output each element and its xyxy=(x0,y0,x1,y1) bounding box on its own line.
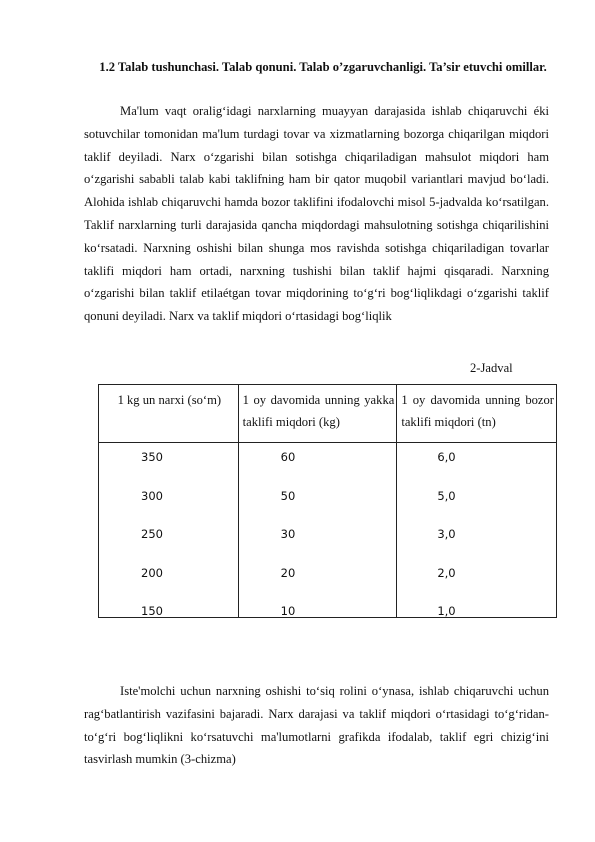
market-supply-value: 3,0 xyxy=(437,527,456,541)
table-caption: 2-Jadval xyxy=(470,361,513,375)
header-market-supply: 1 oy davomida unning bozor taklifi miqdori (tn) xyxy=(397,385,557,443)
price-value: 150 xyxy=(141,604,163,618)
market-supply-column xyxy=(397,443,557,618)
table-row xyxy=(99,443,557,618)
market-supply-value: 6,0 xyxy=(437,450,456,464)
individual-supply-value: 60 xyxy=(280,450,296,464)
individual-supply-value: 30 xyxy=(280,527,296,541)
section-heading: 1.2 Talab tushunchasi. Talab qonuni. Talab o’zgaruvchanligi. Ta’sir etuvchi omillar. xyxy=(99,60,547,74)
price-value: 200 xyxy=(141,565,163,580)
closing-paragraph: Iste'molchi uchun narxning oshishi to‘siq rolini o‘ynasa, ishlab chiqaruvchi uchun rag‘batlantirish vazifasini bajaradi. Narx darajasi va taklif miqdori o‘rtasidagi to‘g‘ridan-to‘g‘ri bog‘liqlikni ko‘rsatuvchi ma'lumotlarni grafikda ifodalab, taklif egri chizig‘ini tasvirlash mumkin (3-chizma) xyxy=(84,684,549,767)
individual-supply-value: 20 xyxy=(280,565,296,580)
individual-supply-value: 10 xyxy=(280,604,296,618)
header-price: 1 kg un narxi (so‘m) xyxy=(99,385,239,443)
market-supply-value: 5,0 xyxy=(437,488,456,503)
price-value: 350 xyxy=(141,450,163,464)
individual-supply-column xyxy=(238,443,397,618)
price-column xyxy=(99,443,239,618)
market-supply-value: 2,0 xyxy=(437,565,456,580)
header-individual-supply: 1 oy davomida unning yakka taklifi miqdori (kg) xyxy=(238,385,397,443)
price-value: 300 xyxy=(141,488,163,503)
market-supply-value: 1,0 xyxy=(437,604,456,618)
individual-supply-value: 50 xyxy=(280,488,296,503)
supply-table xyxy=(98,384,557,618)
table-header-row xyxy=(99,385,557,443)
price-value: 250 xyxy=(141,527,163,541)
intro-paragraph: Ma'lum vaqt oralig‘idagi narxlarning muayyan darajasida ishlab chiqaruvchi éki sotuvchilar tomonidan ma'lum turdagi tovar va xizmatlarning bozorga chiqarilgan miqdori taklif deyiladi. Narx o‘zgarishi bilan sotishga chiqariladigan mahsulot miqdori ham o‘zgarishi sababli talab kabi taklifning ham bir qator muqobil variantlari mavjud bo‘ladi. Alohida ishlab chiqaruvchi hamda bozor taklifini ifodalovchi misol 5-jadvalda ko‘rsatilgan. Taklif narxlarning turli darajasida qancha miqdordagi mahsulotning sotishga chiqarilishini ko‘rsatadi. Narxning oshishi bilan shunga mos ravishda sotishga chiqariladigan tovarlar taklifi miqdori ham ortadi, narxning tushishi bilan taklif hajmi qisqaradi. Narxning o‘zgarishi bilan taklif etilaétgan tovar miqdorining to‘g‘ri bog‘liqlikdagi o‘zgarishi taklif qonuni deyiladi. Narx va taklif miqdori o‘rtasidagi bog‘liqlik xyxy=(84,104,549,324)
